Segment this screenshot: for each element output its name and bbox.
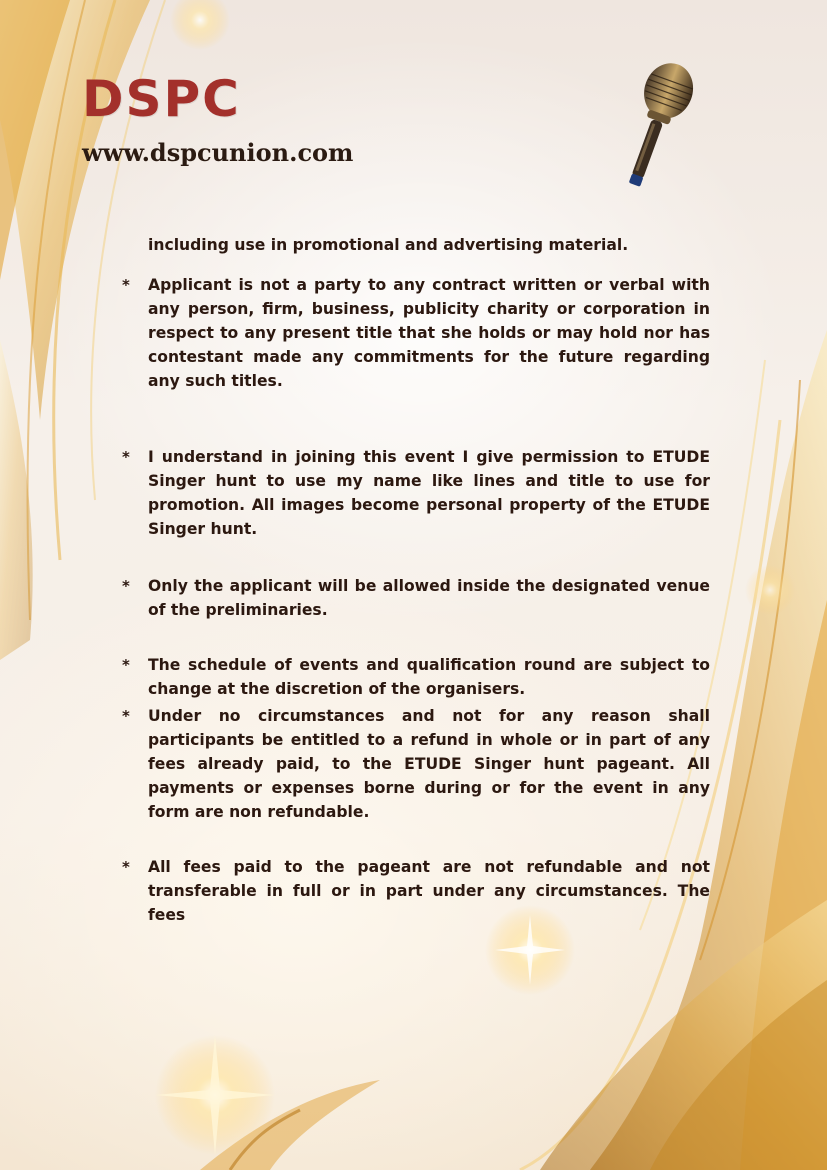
terms-content (120, 233, 710, 927)
bullet-icon: * (122, 656, 130, 674)
bullet-icon: * (122, 858, 130, 876)
list-item (120, 445, 710, 541)
lead-paragraph: including use in promotional and advertising material. (148, 236, 629, 254)
list-item (120, 704, 710, 824)
bullet-icon: * (122, 707, 130, 725)
list-item-text: Under no circumstances and not for any reason shall participants be entitled to a refund in whole or in part of any fees already paid, to the ETUDE Singer hunt pageant. All payments or expenses borne during or for the event in any form are non refundable. (148, 707, 710, 821)
list-item (120, 574, 710, 622)
bullet-icon: * (122, 276, 130, 294)
website-url: www.dspcunion.com (82, 138, 354, 167)
bullet-icon: * (122, 448, 130, 466)
list-item-text: The schedule of events and qualification round are subject to change at the discretion of the organisers. (148, 656, 710, 698)
list-item-text: I understand in joining this event I give permission to ETUDE Singer hunt to use my name like lines and title to use for promotion. All images become personal property of the ETUDE Singer hunt. (148, 448, 710, 538)
bullet-icon: * (122, 577, 130, 595)
list-item-text: Applicant is not a party to any contract written or verbal with any person, firm, business, publicity charity or corporation in respect to any present title that she holds or may hold nor has contestant made any commitments for the future regarding any such titles. (148, 276, 710, 390)
vintage-microphone-icon (596, 52, 706, 192)
brand-logo: DSPC (82, 70, 241, 128)
list-item-text: Only the applicant will be allowed inside the designated venue of the preliminaries. (148, 577, 710, 619)
list-item-text: All fees paid to the pageant are not refundable and not transferable in full or in part under any circumstances. The fees (148, 858, 710, 924)
list-item (120, 653, 710, 701)
list-item (120, 855, 710, 927)
list-item (120, 273, 710, 393)
